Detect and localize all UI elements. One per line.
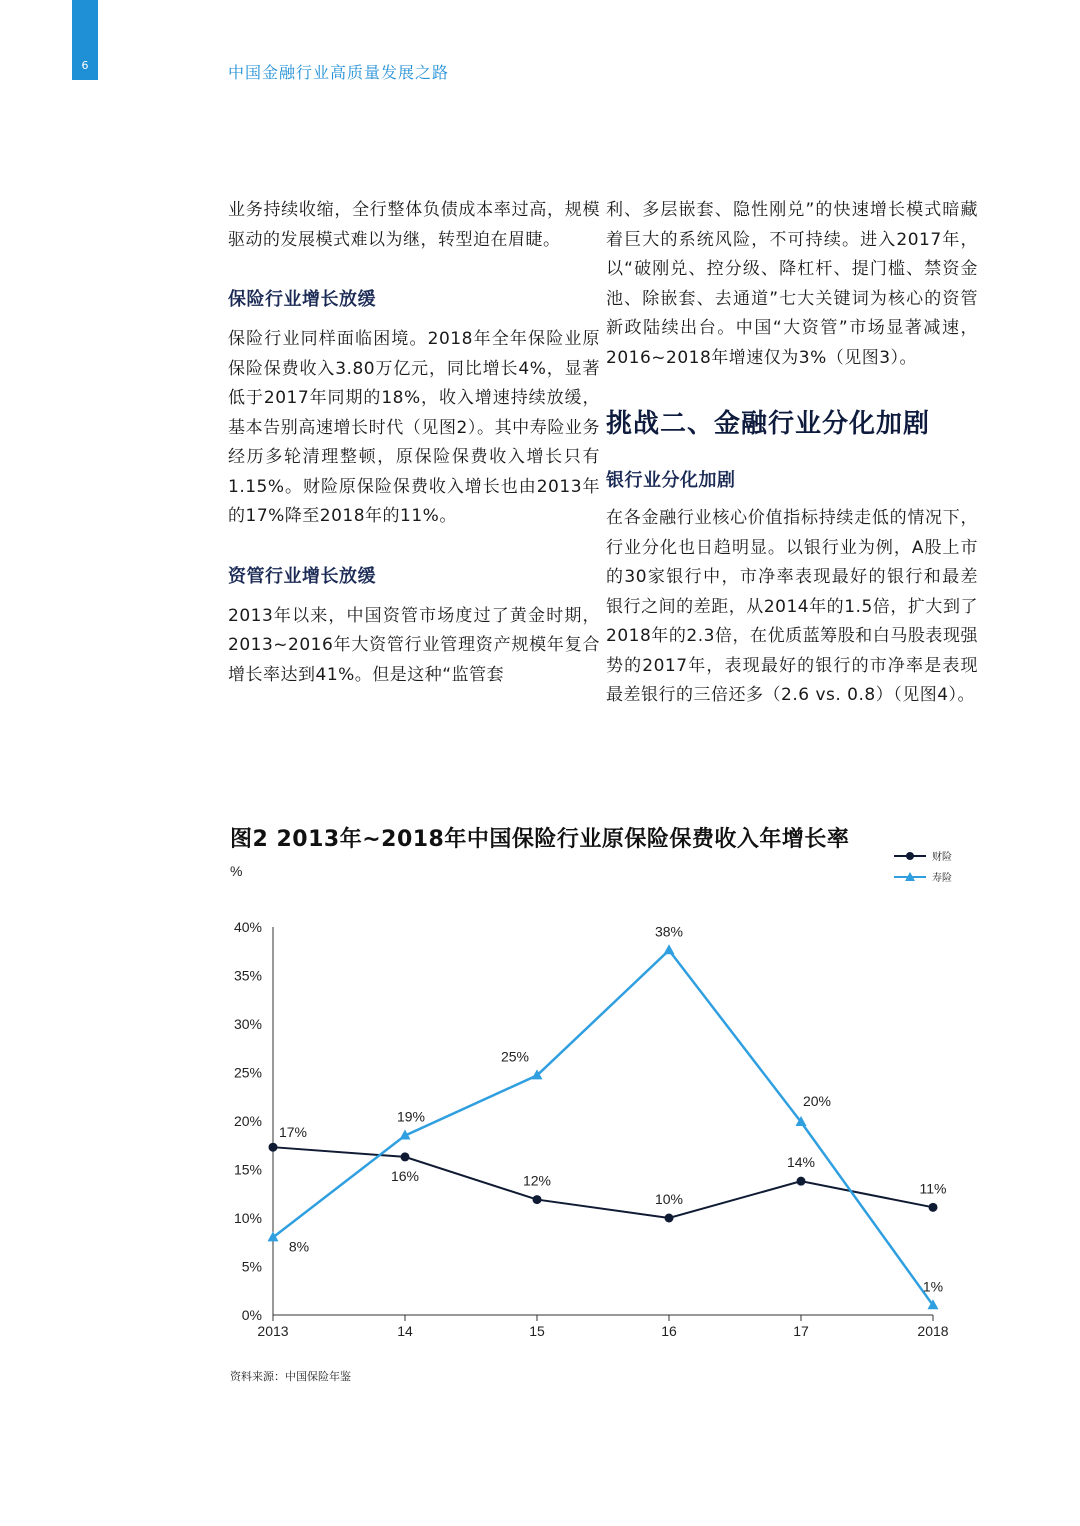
asset-management-paragraph: 2013年以来，中国资管市场度过了黄金时期，2013~2016年大资管行业管理资产规模年复合增长率达到41%。但是这种“监管套 xyxy=(228,605,600,685)
data-point-marker xyxy=(797,1177,806,1186)
page-number: 6 xyxy=(81,59,89,72)
legend-label: 财险 xyxy=(932,852,952,863)
running-title: 中国金融行业高质量发展之路 xyxy=(228,63,450,82)
legend-label: 寿险 xyxy=(932,873,952,884)
series-line-life xyxy=(273,950,933,1305)
data-label: 25% xyxy=(500,1048,530,1065)
data-point-marker xyxy=(533,1195,542,1204)
y-tick-label: 30% xyxy=(233,1016,262,1032)
data-label: 11% xyxy=(919,1180,947,1197)
x-tick-label: 16 xyxy=(661,1323,677,1339)
data-point-marker xyxy=(269,1143,278,1152)
intro-paragraph: 业务持续收缩，全行整体负债成本率过高，规模驱动的发展模式难以为继，转型迫在眉睫。 xyxy=(228,200,600,250)
data-label: 16% xyxy=(390,1167,420,1184)
y-tick-label: 10% xyxy=(233,1210,262,1226)
chart-title: 图2 2013年~2018年中国保险行业原保险保费收入年增长率 xyxy=(230,827,850,852)
data-point-marker xyxy=(929,1203,938,1212)
series-line-property xyxy=(273,1147,933,1218)
insurance-paragraph: 保险行业同样面临困境。2018年全年保险业原保险保费收入3.80万亿元，同比增长4%，显著低于2017年同期的18%，收入增速持续放缓，基本告别高速增长时代（见图2）。其中寿险业务经历多轮清理整顿，原保险保费收入增长只有1.15%。财险原保险保费收入增长也由2013年的17%降至2018年的11%。 xyxy=(228,329,600,526)
y-tick-label: 35% xyxy=(233,967,262,984)
data-point-marker xyxy=(664,944,675,954)
continued-paragraph: 利、多层嵌套、隐性刚兑”的快速增长模式暗藏着巨大的系统风险，不可持续。进入2017年，以“破刚兑、控分级、降杠杆、提门槛、禁资金池、除嵌套、去通道”七大关键词为核心的资管新政陆续出台。中国“大资管”市场显著减速，2016~2018年增速仅为3%（见图3）。 xyxy=(606,200,978,368)
y-tick-label: 15% xyxy=(233,1161,262,1178)
y-tick-label: 0% xyxy=(241,1307,262,1323)
x-tick-label: 2013 xyxy=(257,1323,289,1339)
data-label: 38% xyxy=(654,923,684,940)
bank-heading: 银行业分化加剧 xyxy=(606,470,736,491)
data-label: 19% xyxy=(396,1108,426,1125)
data-point-marker xyxy=(401,1152,410,1161)
x-tick-label: 14 xyxy=(397,1323,413,1339)
legend-marker xyxy=(906,852,914,860)
data-label: 1% xyxy=(922,1278,944,1295)
y-tick-label: 5% xyxy=(241,1258,262,1275)
x-tick-label: 15 xyxy=(529,1323,545,1339)
y-tick-label: 25% xyxy=(233,1064,262,1081)
data-label: 8% xyxy=(288,1238,310,1255)
data-label: 14% xyxy=(786,1154,816,1171)
y-axis-unit-label: % xyxy=(230,863,243,879)
data-point-marker xyxy=(665,1214,674,1223)
data-label: 12% xyxy=(522,1172,552,1189)
chart-source: 资料来源：中国保险年鉴 xyxy=(230,1370,351,1383)
y-tick-label: 40% xyxy=(233,919,262,935)
data-label: 20% xyxy=(802,1092,832,1109)
y-tick-label: 20% xyxy=(233,1113,262,1129)
insurance-heading: 保险行业增长放缓 xyxy=(228,289,376,310)
challenge-heading: 挑战二、金融行业分化加剧 xyxy=(606,409,931,439)
x-tick-label: 17 xyxy=(793,1323,809,1339)
asset-management-heading: 资管行业增长放缓 xyxy=(228,565,376,587)
x-tick-label: 2018 xyxy=(917,1323,949,1339)
data-label: 10% xyxy=(654,1191,684,1207)
bank-paragraph: 在各金融行业核心价值指标持续走低的情况下，行业分化也日趋明显。以银行业为例，A股上市的30家银行中，市净率表现最好的银行和最差银行之间的差距，从2014年的1.5倍，扩大到了2018年的2.3倍，在优质蓝筹股和白马股表现强势的2017年，表现最好的银行的市净率是表现最差银行的三倍还多（2.6 vs. 0.8）（见图4）。 xyxy=(606,508,978,705)
data-label: 17% xyxy=(278,1124,308,1141)
